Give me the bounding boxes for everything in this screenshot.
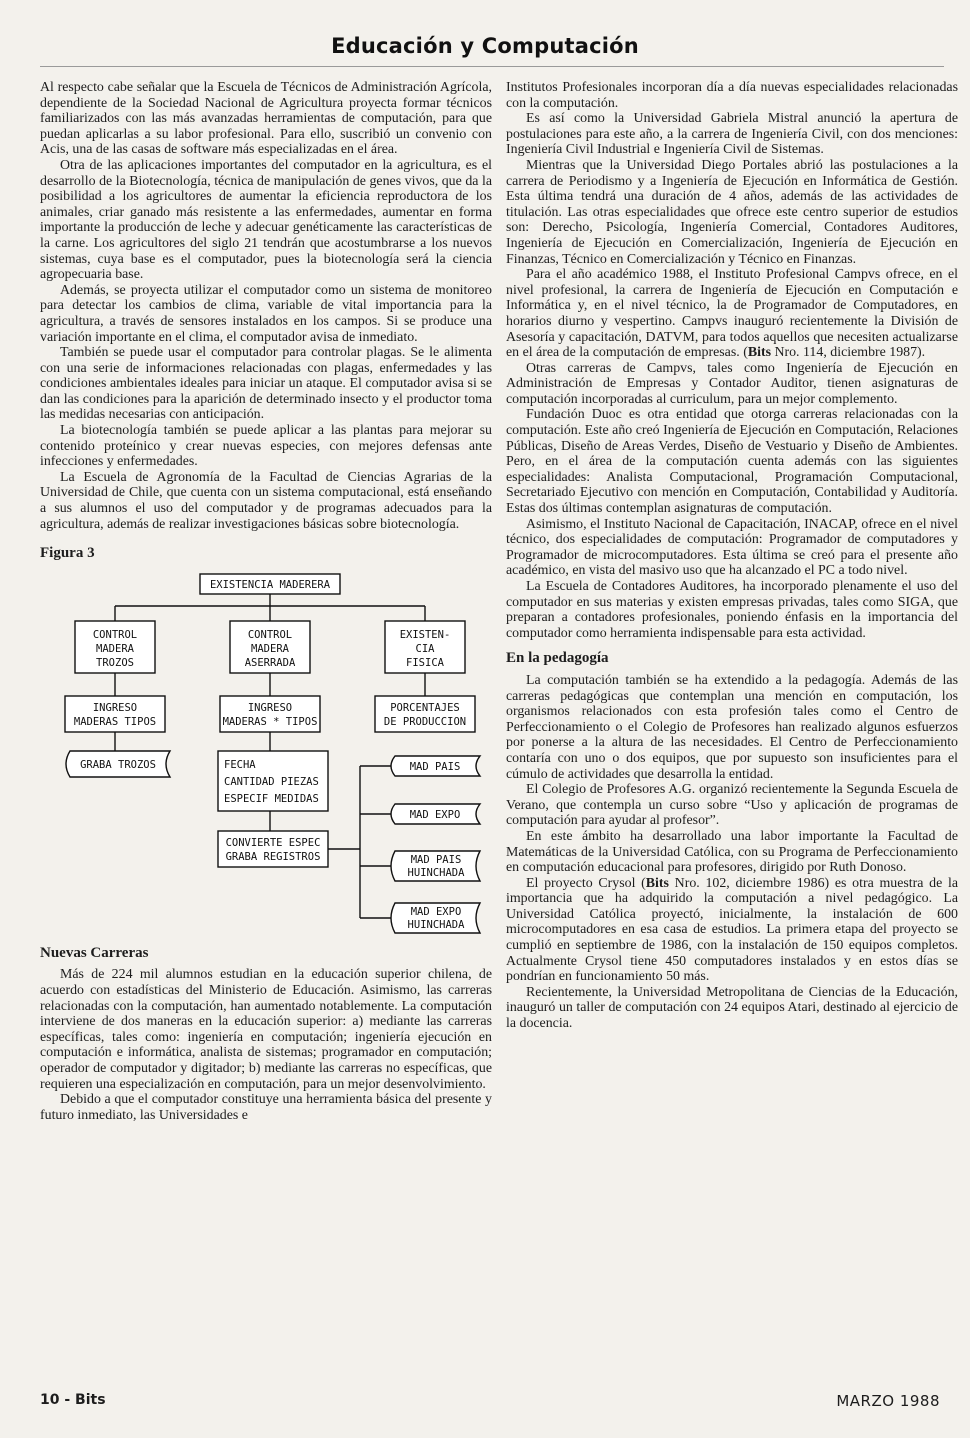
paragraph: La computación también se ha extendido a la pedagogía. Además de las carreras pedagógicas que contemplan una mención en computación, los organismos relacionados con esta profesión tales como el Centro de Perfeccionamiento o el Colegio de Profesores han realizado algunos esfuerzos por ponerse a la altura de las necesidades. El Centro de Perfeccionamiento contaría con uno o dos equipos, que por supuesto son insuficientes para el cúmulo de actividades que desarrolla la entidad. xyxy=(506,672,958,782)
node-label: ASERRADA xyxy=(244,656,296,669)
node-label: MAD PAIS xyxy=(409,760,461,773)
node-label: MADERA xyxy=(251,642,289,655)
node-label: FECHA xyxy=(224,758,256,771)
paragraph: Además, se proyecta utilizar el computador como un sistema de monitoreo para detectar los cambios de clima, variable de vital importancia para la agricultura, a través de sensores instalados en los campos. Si se produce una variación importante en el clima, el computador avisa de inmediato. xyxy=(40,282,492,345)
paragraph: La biotecnología también se puede aplicar a las plantas para mejorar su contenido proteínico y crear nuevas especies, con mejores defensas ante infecciones y enfermedades. xyxy=(40,423,492,470)
paragraph xyxy=(506,876,958,985)
node-label: TROZOS xyxy=(96,656,134,669)
page-title: Educación y Computación xyxy=(331,34,639,58)
paragraph: Otras carreras de Campvs, tales como Ingeniería de Ejecución en Administración de Empresas y Contador Auditor, tienen asignaturas de computación incorporadas al curriculum, para un mejor complemento. xyxy=(506,360,958,407)
node-label: HUINCHADA xyxy=(407,918,465,931)
node-label: PORCENTAJES xyxy=(390,701,460,714)
paragraph: Al respecto cabe señalar que la Escuela de Técnicos de Administración Agrícola, dependiente de la Sociedad Nacional de Agricultura proyecta formar técnicos familiarizados con las más avanzadas herramientas de computación, para que puedan aplicarlas a su labor profesional. Para ello, suscribió un convenio con Acis, una de las casas de software más especializadas en el área. xyxy=(40,80,492,158)
paragraph: Para el año académico 1988, el Instituto Profesional Campvs ofrece, en el nivel profesional, la carrera de Ingeniería de Ejecución en Computación e Informática y, en el nivel técnico, la de Programador de Computadores, en horarios diurno y vespertino. Campvs inauguró recientemente la División de Asesoría y capacitación, DATVM, para todos aquellos que necesiten actualizarse en el área de la computación de empresas. (Bits Nro. 114, diciembre 1987). xyxy=(506,267,958,361)
node-label: MADERAS * TIPOS xyxy=(222,715,318,728)
section-heading-pedagogia: En la pedagogía xyxy=(506,650,609,667)
left-column xyxy=(40,80,492,1123)
node-label: DE PRODUCCION xyxy=(383,715,467,728)
node-label: MADERA xyxy=(96,642,134,655)
section-heading-nuevas-carreras: Nuevas Carreras xyxy=(40,944,149,961)
node-label: CONTROL xyxy=(92,628,138,641)
page-number: 10 - Bits xyxy=(40,1392,106,1408)
paragraph: La Escuela de Agronomía de la Facultad de Ciencias Agrarias de la Universidad de Chile, que cuenta con un sistema computacional, está enseñando a sus alumnos el uso del computador y de programas adecuados para la agricultura, además de realizar investigaciones básicas sobre biotecnología. xyxy=(40,469,492,532)
figure-title: Figura 3 xyxy=(40,545,95,562)
node-label: MADERAS TIPOS xyxy=(73,715,157,728)
paragraph: La Escuela de Contadores Auditores, ha incorporado plenamente el uso del computador en sus materias y existen empresas privadas, tales como SIGA, que preparan a contadores profesionales, poniendo énfasis en la importancia del computador como herramienta indispensable para esta actividad. xyxy=(506,579,958,641)
paragraph: En este ámbito ha desarrollado una labor importante la Facultad de Matemáticas de la Universidad Católica, con su Programa de Perfeccionamiento en computación educacional para profesores, dirigido por Ruth Donoso. xyxy=(506,828,958,876)
node-label: MAD PAIS xyxy=(410,853,462,866)
flowchart xyxy=(40,566,492,936)
node-label: HUINCHADA xyxy=(407,866,465,879)
node-label: GRABA REGISTROS xyxy=(225,850,321,863)
paragraph: Recientemente, la Universidad Metropolitana de Ciencias de la Educación, inauguró un taller de computación con 24 equipos Atari, destinado al ejercicio de la docencia. xyxy=(506,984,958,1032)
node-label: CANTIDAD PIEZAS xyxy=(224,775,319,788)
paragraph: Debido a que el computador constituye una herramienta básica del presente y futuro inmediato, las Universidades e xyxy=(40,1092,492,1123)
node-label: EXISTENCIA MADERERA xyxy=(209,578,331,591)
node-label: MAD EXPO xyxy=(409,808,461,821)
paragraph: Asimismo, el Instituto Nacional de Capacitación, INACAP, ofrece en el nivel técnico, dos especialidades de computación: Programador de computadores y Programador de microcomputadores. Esta última se creó para el presente año académico, en vista del masivo uso que ha alcanzado el PC a todo nivel. xyxy=(506,516,958,579)
node-label: GRABA TROZOS xyxy=(80,758,156,771)
paragraph: Fundación Duoc es otra entidad que otorga carreras relacionadas con la computación. Este año creó Ingeniería de Ejecución en Computación, Relaciones Públicas, Diseño de Areas Verdes, Diseño de Vestuario y Diseño de Ambientes. Pero, en el área de la computación cuenta además con las siguientes especialidades: Analista Computacional, Programación Computacional, Secretariado Ejecutivo con mención en Computación, Contabilidad y Auditoría. Estas dos últimas contemplan asignaturas de computación. xyxy=(506,407,958,517)
paragraph: Es así como la Universidad Gabriela Mistral anunció la apertura de postulaciones para este año, a la carrera de Ingeniería Civil, con dos menciones: Ingeniería Civil Industrial e Ingeniería Civil de Sistemas. xyxy=(506,111,958,158)
node-label: FISICA xyxy=(406,656,444,669)
node-label: CIA xyxy=(415,642,435,655)
figure-3-diagram xyxy=(40,566,492,936)
bits-ref-rest: Nro. 114, diciembre 1987). xyxy=(770,345,926,361)
node-label: CONVIERTE ESPEC xyxy=(225,836,321,849)
bits-ref: Bits xyxy=(645,875,669,891)
paragraph-text: El proyecto Crysol ( xyxy=(526,875,646,891)
issue-date: MARZO 1988 xyxy=(836,1392,940,1410)
right-column xyxy=(506,80,958,1032)
node-label: ESPECIF MEDIDAS xyxy=(224,792,319,805)
node-label: CONTROL xyxy=(247,628,293,641)
paragraph: Otra de las aplicaciones importantes del computador en la agricultura, es el desarrollo de la Biotecnología, técnica de manipulación de genes vivos, que da la posibilidad a los agricultores de aumentar la eficiencia reproductora de los animales, criar ganado más resistente a las enfermedades, aumentar en forma importante la producción de leche y adecuar genéticamente las características de la carne. Los agricultores del siglo 21 tendrán que acostumbrarse a los nuevos sistemas, cuya base es el computador, pues la biotecnología será la ciencia agropecuaria base. xyxy=(40,157,492,283)
header-rule xyxy=(40,66,944,67)
paragraph-text: Nro. 102, diciembre 1986) es otra muestra de la importancia que ha adquirido la computación a nivel pedagógico. La Universidad Católica proyectó, inicialmente, la instalación de 600 microcomputadores en esa casa de estudios. La primera etapa del proyecto se cumplió en septiembre de 1986, con la instalación de 150 equipos completos. Actualmente Crysol tiene 450 computadores instalados y en estos días se pondrían en funcionamiento 50 más. xyxy=(506,875,959,985)
paragraph: Más de 224 mil alumnos estudian en la educación superior chilena, de acuerdo con estadísticas del Ministerio de Educación. Asimismo, las carreras relacionadas con la computación, han aumentado notablemente. La computación interviene de dos maneras en la educación superior: a) mediante las carreras específicas, tales como: ingeniería en computación; ingeniería ejecución en computación e informática, analista de sistemas; programador en computación; operador de computador y digitador; b) mediante las carreras no específicas, que requieren una especialización en computación, para un mejor desenvolvimiento. xyxy=(40,967,492,1092)
bits-ref: Bits xyxy=(747,345,771,361)
node-label: INGRESO xyxy=(247,701,293,714)
paragraph: El Colegio de Profesores A.G. organizó recientemente la Segunda Escuela de Verano, que contempla un curso sobre “Uso y aplicación de programas de computación para ayudar al profesor”. xyxy=(506,782,958,829)
paragraph: Institutos Profesionales incorporan día a día nuevas especialidades relacionadas con la computación. xyxy=(506,80,958,111)
node-label: MAD EXPO xyxy=(410,905,462,918)
paragraph: También se puede usar el computador para controlar plagas. Se le alimenta con una serie de informaciones relacionadas con plagas, enfermedades y las condiciones ambientales ideales para iniciar un ataque. El computador avisa si se dan las condiciones para la aparición de determinado insecto y el productor toma las medidas necesarias con anticipación. xyxy=(40,345,492,423)
paragraph: Mientras que la Universidad Diego Portales abrió las postulaciones a la carrera de Periodismo y a Ingeniería de Ejecución en Informática de Gestión. Esta última tendrá una duración de 4 años, además de las actividades de titulación. Las otras especialidades que ofrece este centro superior de estudios son: Derecho, Psicología, Ingeniería Comercial, Contadores Auditores, Ingeniería de Ejecución en Comercialización, Ingeniería de Ejecución en Finanzas, Técnico en Comercialización y Técnico en Finanzas. xyxy=(506,157,958,267)
paragraph-text: Para el año académico 1988, el Instituto Profesional Campvs ofrece, en el nivel profesional, la carrera de Ingeniería de Ejecución en Computación e Informática y, en el nivel técnico, la de Programador de Computadores, en horarios diurno y vespertino. Campvs inauguró recientemente la División de Asesoría y capacitación, DATVM, para todos aquellos que necesiten actualizarse en el área de la computación de empresas. xyxy=(506,267,958,361)
node-label: INGRESO xyxy=(92,701,138,714)
node-label: EXISTEN- xyxy=(399,628,451,641)
